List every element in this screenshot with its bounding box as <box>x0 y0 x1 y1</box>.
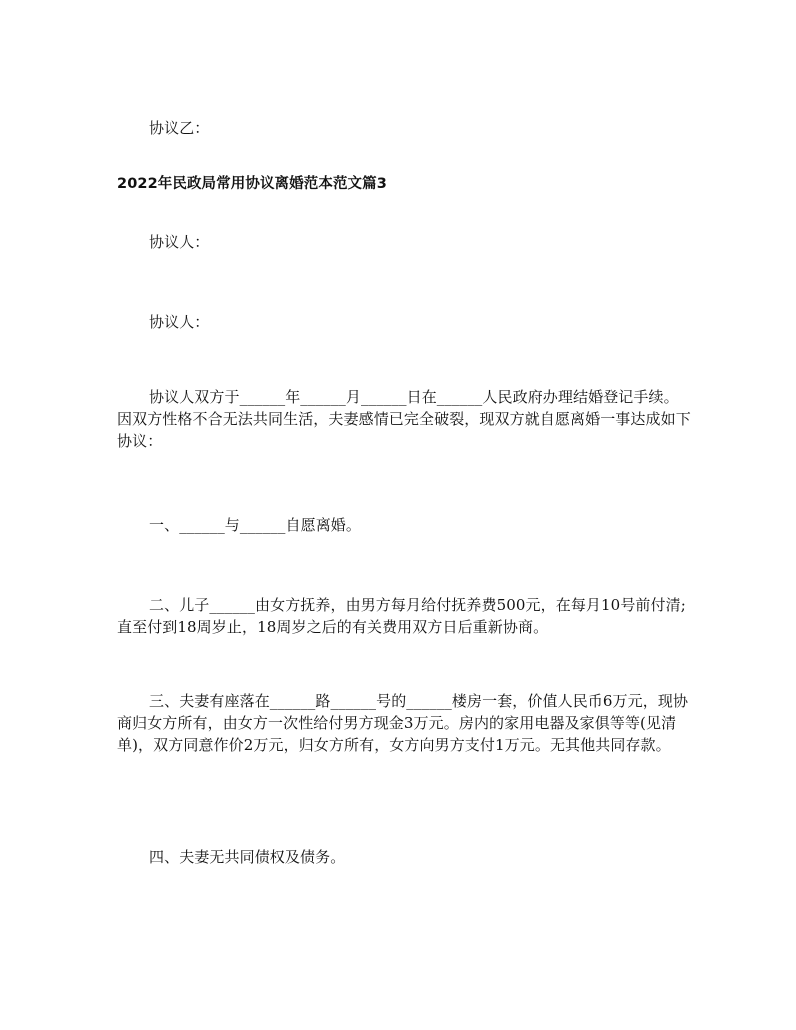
party-2-label: 协议人： <box>149 313 210 331</box>
party-1-label: 协议人： <box>149 233 210 251</box>
section-title: 2022年民政局常用协议离婚范本范文篇3 <box>117 176 387 192</box>
clause-2: 二、儿子______由女方抚养，由男方每月给付抚养费500元，在每月10号前付清;直至付到18周岁止，18周岁之后的有关费用双方日后重新协商。 <box>117 596 686 636</box>
clause-4: 四、夫妻无共同债权及债务。 <box>149 848 346 866</box>
clause-3: 三、夫妻有座落在______路______号的______楼房一套，价值人民币6万元，现协商归女方所有，由女方一次性给付男方现金3万元。房内的家用电器及家俱等等(见清单)，双方同意作价2万元，归女方所有，女方向男方支付1万元。无其他共同存款。 <box>117 692 689 754</box>
party-b-label: 协议乙： <box>149 119 210 137</box>
clause-1: 一、______与______自愿离婚。 <box>149 516 362 534</box>
intro-paragraph: 协议人双方于______年______月______日在______人民政府办理结婚登记手续。因双方性格不合无法共同生活，夫妻感情已完全破裂，现双方就自愿离婚一事达成如下协议： <box>117 388 691 450</box>
